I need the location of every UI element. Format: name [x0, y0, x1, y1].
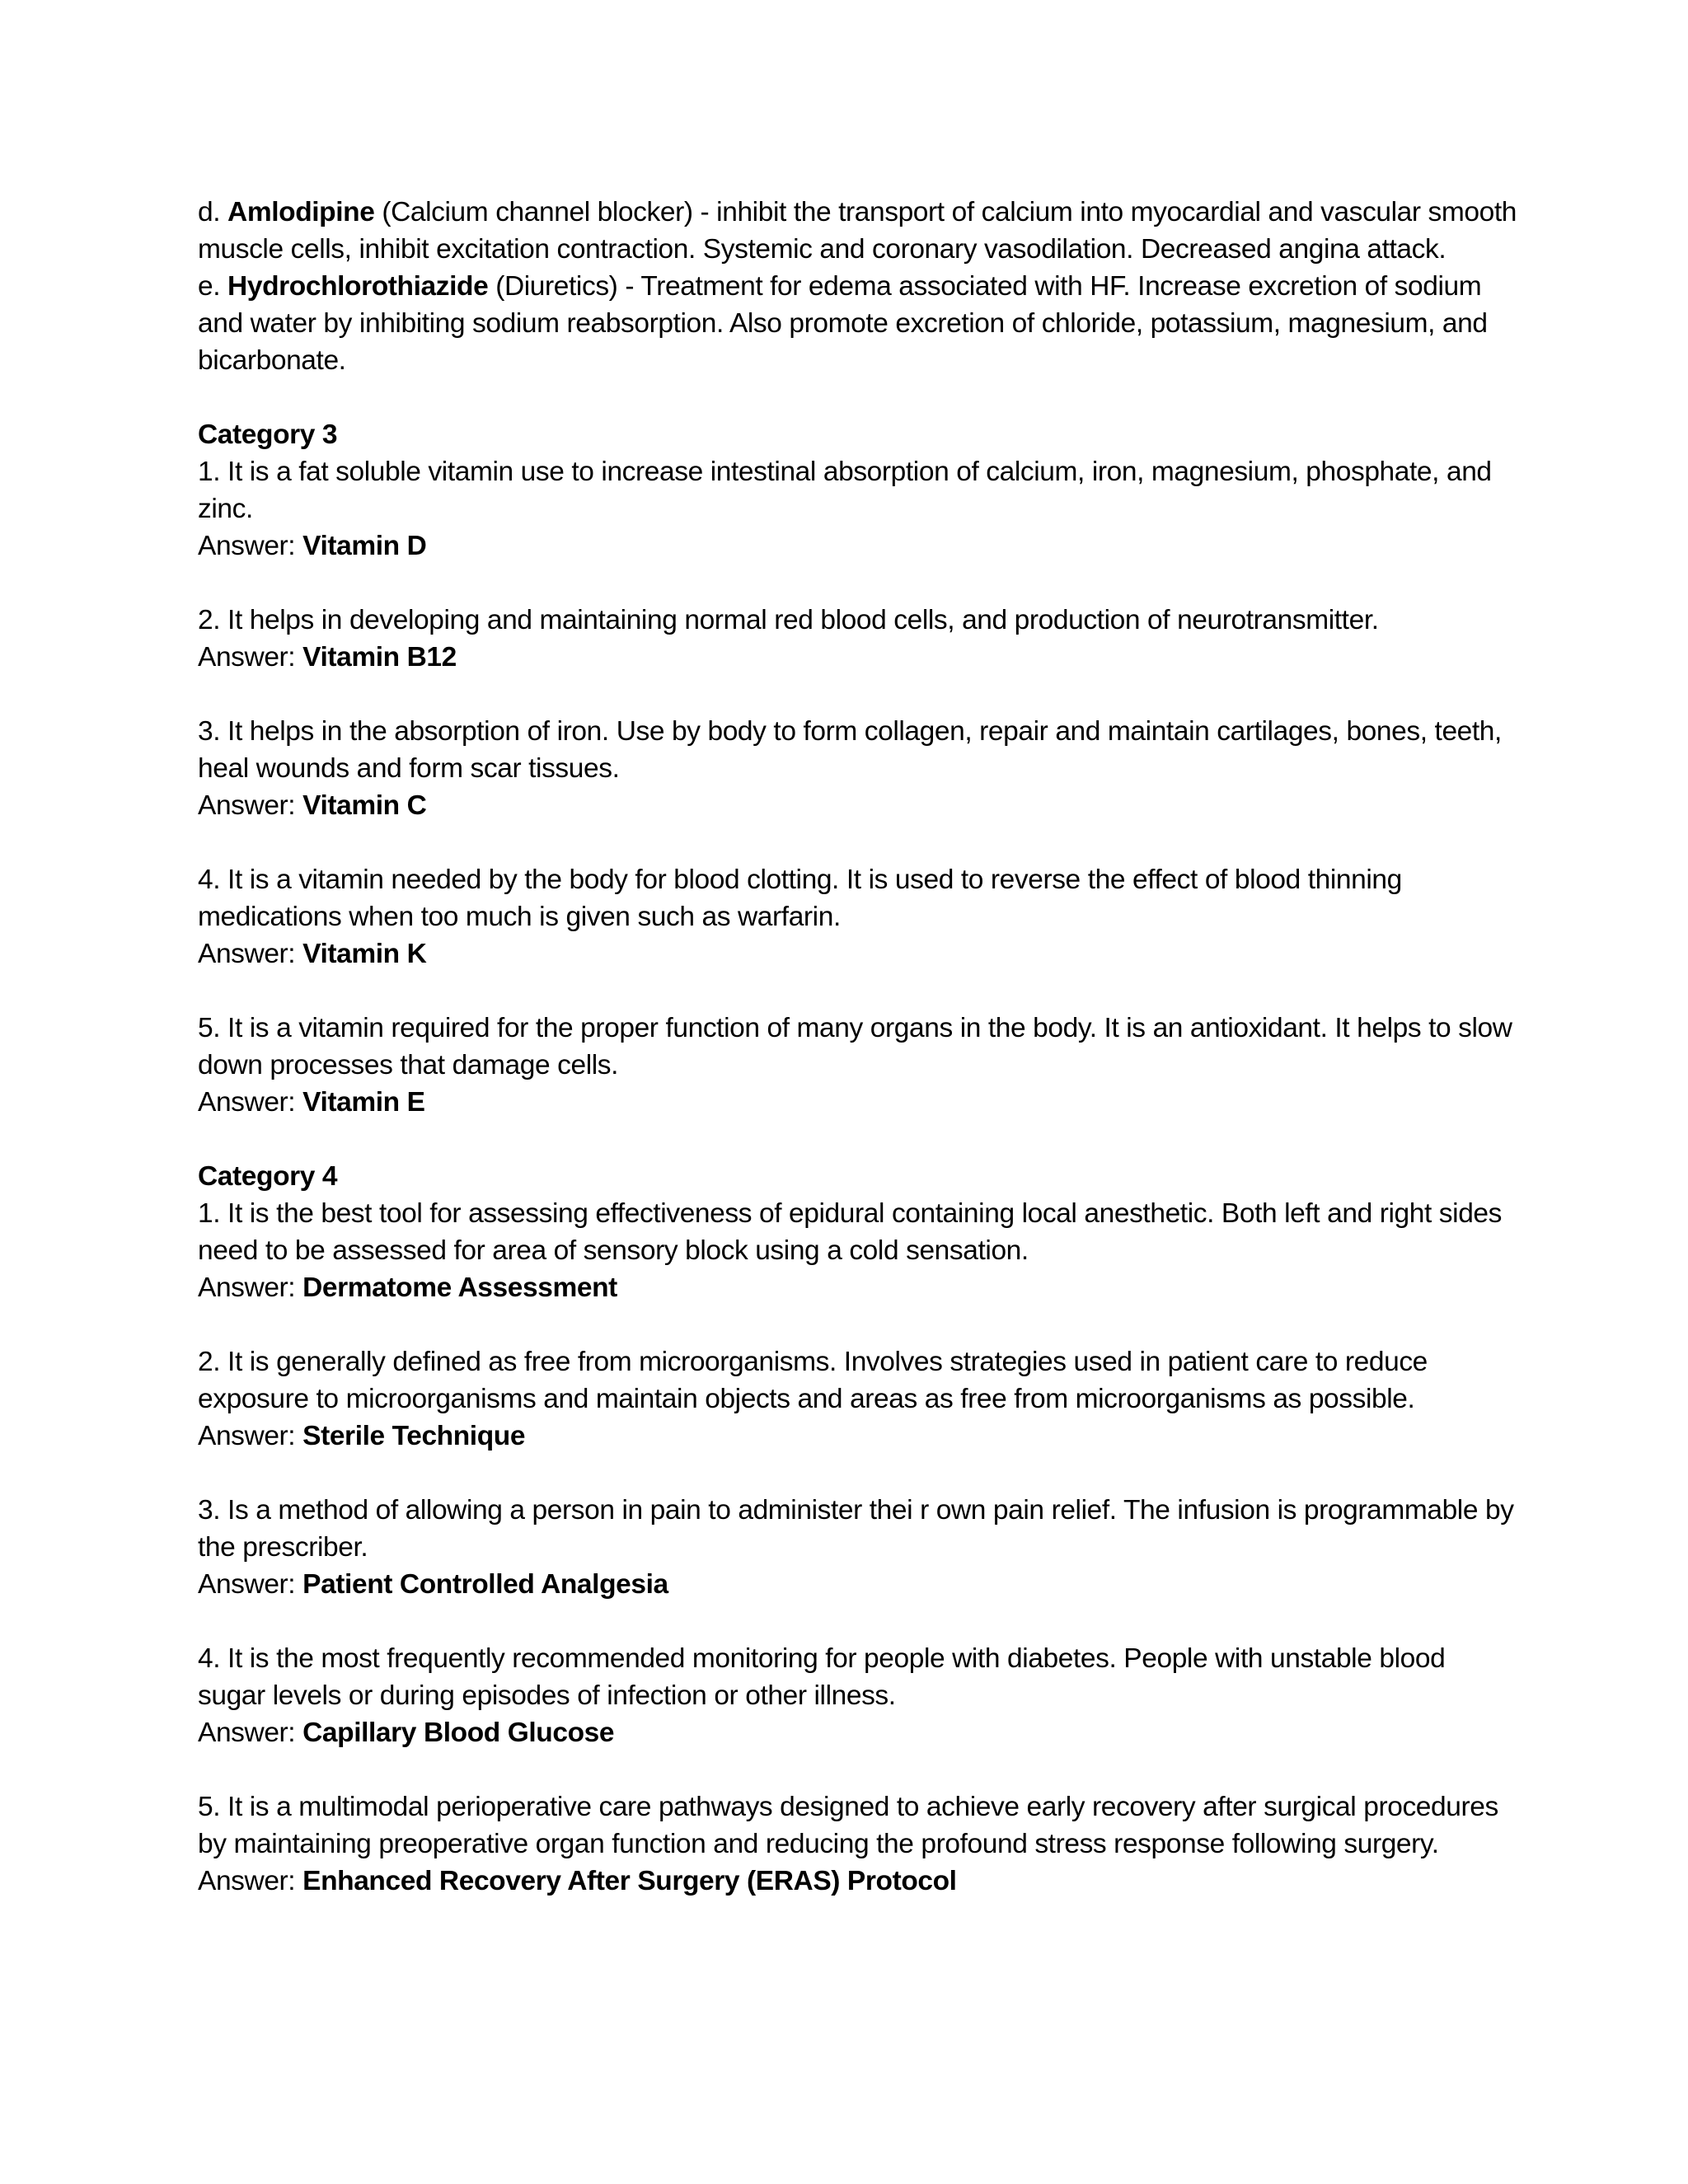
spacer — [198, 1121, 1517, 1158]
question-text: 4. It is the most frequently recommended monitoring for people with diabetes. People with unstable blood sugar levels or during episodes of infection or other illness. — [198, 1643, 1446, 1711]
answer-value: Sterile Technique — [302, 1421, 526, 1451]
answer-value: Enhanced Recovery After Surgery (ERAS) Protocol — [302, 1866, 957, 1896]
spacer — [198, 676, 1517, 713]
document-page — [198, 194, 1517, 1900]
answer-value: Vitamin B12 — [302, 642, 457, 673]
spacer — [198, 972, 1517, 1010]
drug-name: Hydrochlorothiazide — [227, 271, 489, 302]
question-text: 4. It is a vitamin needed by the body for blood clotting. It is used to reverse the effect of blood thinning medications when too much is given such as warfarin. — [198, 865, 1402, 932]
answer-line: Answer: Vitamin B12 — [198, 642, 457, 673]
answer-line: Answer: Vitamin K — [198, 939, 427, 969]
question-text: 3. It helps in the absorption of iron. Use by body to form collagen, repair and maintain cartilages, bones, teeth, heal wounds and form scar tissues. — [198, 716, 1502, 784]
question-text: 2. It is generally defined as free from microorganisms. Involves strategies used in patient care to reduce exposure to microorganisms and maintain objects and areas as free from microorganisms as possible. — [198, 1347, 1428, 1414]
spacer — [198, 1455, 1517, 1492]
drug-item-amlodipine: d. Amlodipine (Calcium channel blocker) - inhibit the transport of calcium into myocardial and vascular smooth muscle cells, inhibit excitation contraction. Systemic and coronary vasodilation. Decreased angina attack. — [198, 197, 1517, 265]
spacer — [198, 379, 1517, 416]
answer-line: Answer: Enhanced Recovery After Surgery (ERAS) Protocol — [198, 1866, 957, 1896]
spacer — [198, 565, 1517, 602]
category-4-heading: Category 4 — [198, 1161, 338, 1192]
question-text: 5. It is a multimodal perioperative care pathways designed to achieve early recovery after surgical procedures by maintaining preoperative organ function and reducing the profound stress response following surgery. — [198, 1792, 1498, 1859]
answer-value: Vitamin K — [302, 939, 427, 969]
answer-value: Capillary Blood Glucose — [302, 1718, 615, 1748]
answer-value: Dermatome Assessment — [302, 1272, 617, 1303]
answer-value: Vitamin D — [302, 531, 427, 561]
answer-value: Vitamin C — [302, 790, 427, 821]
answer-line: Answer: Dermatome Assessment — [198, 1272, 617, 1303]
question-text: 1. It is a fat soluble vitamin use to increase intestinal absorption of calcium, iron, magnesium, phosphate, and zinc. — [198, 457, 1492, 524]
spacer — [198, 1751, 1517, 1788]
question-text: 3. Is a method of allowing a person in pain to administer thei r own pain relief. The infusion is programmable by the prescriber. — [198, 1495, 1514, 1563]
drug-item-hydrochlorothiazide: e. Hydrochlorothiazide (Diuretics) - Treatment for edema associated with HF. Increase excretion of sodium and water by inhibiting sodium reabsorption. Also promote excretion of chloride, potassium, magnesium, and bicarbonate. — [198, 271, 1488, 376]
answer-line: Answer: Capillary Blood Glucose — [198, 1718, 615, 1748]
answer-value: Vitamin E — [302, 1087, 425, 1118]
question-text: 1. It is the best tool for assessing effectiveness of epidural containing local anesthetic. Both left and right sides need to be assessed for area of sensory block using a cold sensation. — [198, 1198, 1503, 1266]
answer-line: Answer: Vitamin C — [198, 790, 427, 821]
category-3-heading: Category 3 — [198, 419, 338, 450]
answer-line: Answer: Vitamin E — [198, 1087, 425, 1118]
spacer — [198, 824, 1517, 861]
spacer — [198, 1603, 1517, 1640]
drug-name: Amlodipine — [227, 197, 375, 227]
answer-line: Answer: Patient Controlled Analgesia — [198, 1569, 668, 1600]
answer-value: Patient Controlled Analgesia — [302, 1569, 668, 1600]
spacer — [198, 1306, 1517, 1343]
answer-line: Answer: Vitamin D — [198, 531, 427, 561]
question-text: 2. It helps in developing and maintaining normal red blood cells, and production of neurotransmitter. — [198, 605, 1379, 635]
question-text: 5. It is a vitamin required for the proper function of many organs in the body. It is an antioxidant. It helps to slow down processes that damage cells. — [198, 1013, 1512, 1080]
answer-line: Answer: Sterile Technique — [198, 1421, 526, 1451]
